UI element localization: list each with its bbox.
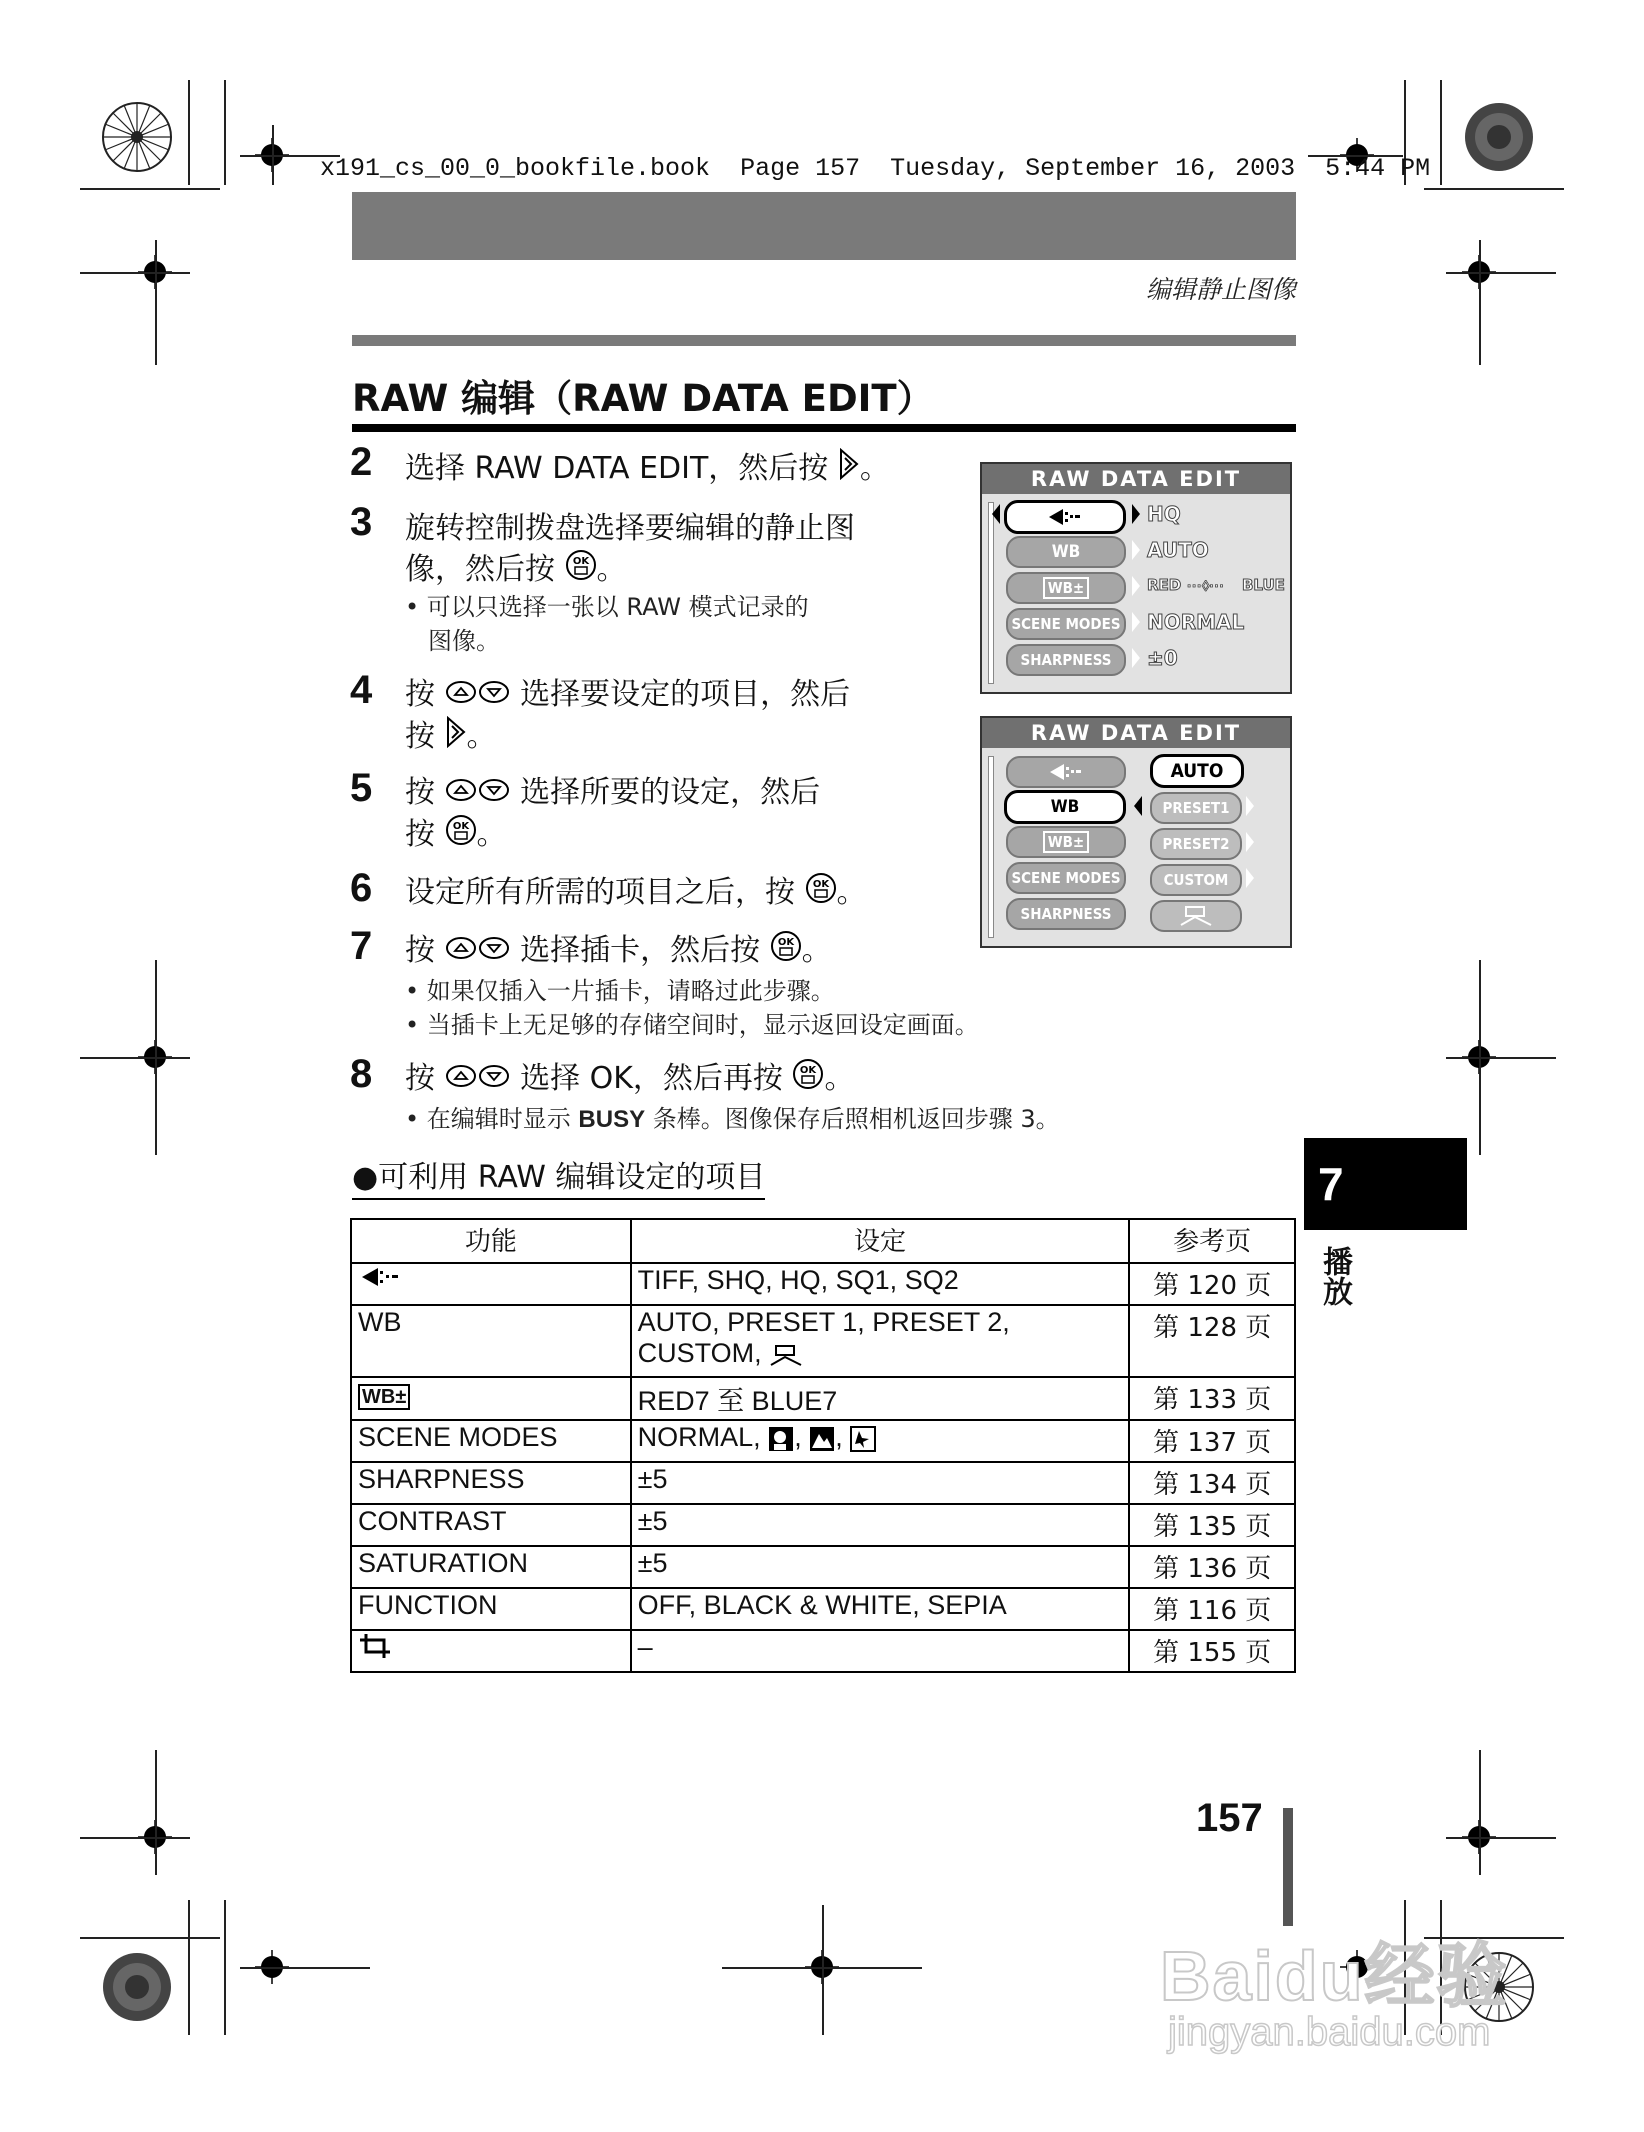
step-3-line2: 像，然后按 (405, 552, 555, 587)
setting-line: NORMAL, (637, 1422, 761, 1452)
right-arrow-icon (1132, 648, 1140, 668)
night-scene-icon (850, 1426, 876, 1452)
grey-rule (352, 335, 1296, 346)
step-2-end: 。 (859, 451, 890, 486)
step-number: 3 (350, 500, 373, 544)
busy-word: BUSY (578, 1106, 646, 1133)
setting-line: AUTO, PRESET 1, PRESET 2, (637, 1307, 1010, 1337)
sharpness-value: ±0 (1147, 646, 1178, 670)
crop-line (272, 125, 274, 185)
crop-line (1446, 1057, 1556, 1059)
table-row (351, 1462, 1295, 1504)
step-number: 5 (350, 766, 373, 810)
step-number: 8 (350, 1052, 373, 1096)
page-ref-cell: 第 137 页 (1129, 1420, 1295, 1462)
crop-line (224, 1900, 226, 2035)
right-arrow-icon (1246, 832, 1254, 852)
table-row (351, 1377, 1295, 1420)
step-4-line1: 选择要设定的项目，然后 (520, 677, 851, 712)
step-8-bullet (405, 1102, 1060, 1137)
quality-icon (358, 1265, 402, 1289)
page-ref-cell: 第 133 页 (1129, 1377, 1295, 1420)
crop-line (240, 1967, 370, 1969)
lcd-title: RAW DATA EDIT (982, 718, 1290, 748)
step-5-line2: 按 (405, 817, 435, 852)
quality-value: HQ (1147, 502, 1181, 526)
page-ref-cell: 第 116 页 (1129, 1588, 1295, 1630)
quality-icon (1046, 761, 1086, 783)
setting-cell: ±5 (631, 1462, 1130, 1504)
column-header: 设定 (631, 1219, 1130, 1263)
wb-comp-blue-label: BLUE (1242, 576, 1285, 594)
function-cell: WB (351, 1305, 631, 1377)
quality-icon (1045, 506, 1085, 528)
one-touch-wb-icon (769, 1343, 803, 1367)
step-6-end: 。 (836, 875, 867, 910)
right-arrow-icon (1246, 796, 1254, 816)
crop-line (1446, 272, 1556, 274)
setting-cell: RED7 至 BLUE7 (631, 1377, 1130, 1420)
function-cell (351, 1630, 631, 1672)
arrow-right-button-icon (445, 716, 467, 759)
setting-cell: – (631, 1630, 1130, 1672)
ok-button-icon (805, 872, 837, 915)
wb-comp-icon: WB± (358, 1384, 410, 1410)
crop-line (155, 1750, 157, 1875)
wb-comp-red-label: RED (1147, 576, 1182, 594)
scene-value: NORMAL (1147, 610, 1245, 634)
step-8-press: 按 (405, 1061, 435, 1096)
wb-option-custom: CUSTOM (1150, 864, 1242, 896)
right-arrow-icon (1132, 504, 1140, 524)
up-down-buttons-icon (445, 931, 511, 972)
up-down-buttons-icon (445, 1059, 511, 1100)
scene-modes-item-pill: SCENE MODES (1006, 862, 1126, 894)
step-3-line1: 旋转控制拨盘选择要编辑的静止图 (405, 511, 855, 546)
function-cell (351, 1263, 631, 1305)
step-6-text: 设定所有所需的项目之后，按 (405, 875, 795, 910)
sub-heading: ●可利用 RAW 编辑设定的项目 (352, 1152, 765, 1200)
step-4-line2: 按 (405, 719, 435, 754)
crop-line (188, 80, 190, 185)
black-rule (352, 424, 1296, 432)
step-5-press: 按 (405, 775, 435, 810)
step-text (405, 674, 850, 759)
up-down-buttons-icon (445, 773, 511, 814)
settings-table (350, 1218, 1296, 1673)
wb-value: AUTO (1147, 538, 1209, 562)
step-5-end: 。 (476, 817, 507, 852)
crop-line (80, 1837, 190, 1839)
wb-option-one-touch (1150, 900, 1242, 932)
svg-text:OK: OK (812, 879, 829, 890)
step-7-press: 按 (405, 933, 435, 968)
crop-line (1440, 80, 1442, 185)
left-arrow-icon (992, 504, 1000, 524)
step-7-line1: 选择插卡，然后按 (520, 933, 761, 968)
portrait-mode-icon (768, 1426, 794, 1452)
step-8-line1: 选择 OK，然后再按 (520, 1061, 783, 1096)
wb-option-preset1: PRESET1 (1150, 792, 1242, 824)
page-number: 157 (1196, 1796, 1263, 1840)
wb-item-pill: WB (1004, 790, 1126, 824)
column-header: 参考页 (1129, 1219, 1295, 1263)
step-7-bullet: • 如果仅插入一片插卡，请略过此步骤。 (405, 977, 835, 1005)
quality-item-pill (1006, 756, 1126, 788)
setting-cell: ±5 (631, 1504, 1130, 1546)
right-arrow-icon (1246, 868, 1254, 888)
wb-option-auto: AUTO (1150, 754, 1244, 788)
wb-comp-item-pill (1006, 826, 1126, 858)
step-8-end: 。 (824, 1061, 855, 1096)
scrollbar (988, 502, 994, 684)
file-info-line: x191_cs_00_0_bookfile.book Page 157 Tuesday, September 16, 2003 5:44 PM (320, 154, 1431, 183)
step-text (405, 930, 832, 973)
crop-line (155, 240, 157, 365)
step-8-bullet-pre: • 在编辑时显示 (405, 1105, 579, 1133)
function-cell: SATURATION (351, 1546, 631, 1588)
step-number: 7 (350, 924, 373, 968)
sharpness-item-pill: SHARPNESS (1006, 898, 1126, 930)
step-number: 6 (350, 866, 373, 910)
table-row (351, 1630, 1295, 1672)
wb-comp-icon: WB± (1043, 577, 1089, 599)
setting-cell: ±5 (631, 1546, 1130, 1588)
scene-modes-item-pill: SCENE MODES (1006, 608, 1126, 640)
function-cell: CONTRAST (351, 1504, 631, 1546)
step-8-bullet-post: 条棒。图像保存后照相机返回步骤 3。 (645, 1105, 1060, 1133)
lcd-screen-2 (980, 716, 1292, 948)
sharpness-item-pill: SHARPNESS (1006, 644, 1126, 676)
page-ref-cell: 第 155 页 (1129, 1630, 1295, 1672)
sunburst-mark-icon (100, 100, 174, 174)
chapter-tab: 7 (1304, 1138, 1467, 1230)
table-header-row (351, 1219, 1295, 1263)
setting-cell: TIFF, SHQ, HQ, SQ1, SQ2 (631, 1263, 1130, 1305)
function-cell: FUNCTION (351, 1588, 631, 1630)
wb-comp-icon: WB± (1043, 831, 1089, 853)
chapter-label: 播放 (1317, 1246, 1352, 1306)
step-3-bullet: • 可以只选择一张以 RAW 模式记录的 (405, 593, 809, 621)
table-row (351, 1420, 1295, 1462)
up-down-buttons-icon (445, 675, 511, 716)
target-mark-icon (100, 1950, 174, 2024)
step-text (405, 772, 820, 857)
svg-text:OK: OK (800, 1065, 817, 1076)
right-arrow-icon (1132, 576, 1140, 596)
crop-line (224, 80, 226, 185)
crop-line (822, 1905, 824, 2035)
ok-button-icon (565, 549, 597, 592)
left-arrow-icon (1134, 796, 1142, 816)
header-banner (352, 192, 1296, 260)
step-3-bullet-cont: 图像。 (428, 627, 500, 655)
page-ref-cell: 第 120 页 (1129, 1263, 1295, 1305)
table-row (351, 1588, 1295, 1630)
watermark-logo: Baidu经验 (1160, 1937, 1509, 2015)
step-number: 2 (350, 440, 373, 484)
table-row (351, 1504, 1295, 1546)
step-7-end: 。 (801, 933, 832, 968)
wb-comp-scale: ···◊··· (1187, 578, 1225, 595)
svg-text:OK: OK (572, 556, 589, 567)
step-text (405, 872, 867, 915)
setting-cell: NORMAL, , , (631, 1420, 1130, 1462)
table-row (351, 1305, 1295, 1377)
landscape-mode-icon (809, 1426, 835, 1452)
svg-text:OK: OK (452, 821, 469, 832)
ok-button-icon (445, 814, 477, 857)
right-arrow-icon (1132, 612, 1140, 632)
crop-line (80, 272, 190, 274)
setting-cell: OFF, BLACK & WHITE, SEPIA (631, 1588, 1130, 1630)
step-text (405, 1058, 854, 1101)
function-cell: SHARPNESS (351, 1462, 631, 1504)
crop-line (188, 1900, 190, 2035)
crop-line (1479, 1750, 1481, 1875)
arrow-right-button-icon (838, 448, 860, 491)
step-5-line1: 选择所要的设定，然后 (520, 775, 821, 810)
page-ref-cell: 第 136 页 (1129, 1546, 1295, 1588)
crop-line (1479, 240, 1481, 365)
wb-option-preset2: PRESET2 (1150, 828, 1242, 860)
ok-button-icon (770, 930, 802, 973)
column-header: 功能 (351, 1219, 631, 1263)
quality-item-pill (1004, 500, 1126, 534)
crop-line (80, 1937, 220, 1939)
crop-line (80, 188, 220, 190)
ok-button-icon (792, 1058, 824, 1101)
function-cell (351, 1377, 631, 1420)
lcd-title: RAW DATA EDIT (982, 464, 1290, 494)
setting-cell (631, 1305, 1130, 1377)
step-3-end: 。 (596, 552, 627, 587)
setting-line: CUSTOM, (637, 1338, 762, 1368)
step-7-bullet: • 当插卡上无足够的存储空间时，显示返回设定画面。 (405, 1011, 979, 1039)
lcd-screen-1 (980, 462, 1292, 694)
step-2-text: 选择 RAW DATA EDIT，然后按 (405, 451, 829, 486)
wb-item-pill: WB (1006, 536, 1126, 568)
watermark-url: jingyan.baidu.com (1168, 2010, 1491, 2054)
page-number-bar (1283, 1808, 1293, 1926)
svg-text:OK: OK (777, 937, 794, 948)
one-touch-wb-icon (1179, 905, 1213, 927)
step-text (405, 448, 890, 491)
table-row (351, 1546, 1295, 1588)
wb-comp-item-pill (1006, 572, 1126, 604)
page-ref-cell: 第 128 页 (1129, 1305, 1295, 1377)
table-row (351, 1263, 1295, 1305)
step-4-end: 。 (466, 719, 497, 754)
crop-icon (358, 1632, 392, 1660)
section-label: 编辑静止图像 (1145, 275, 1296, 304)
page-ref-cell: 第 134 页 (1129, 1462, 1295, 1504)
right-arrow-icon (1132, 540, 1140, 560)
target-mark-icon (1462, 100, 1536, 174)
function-cell: SCENE MODES (351, 1420, 631, 1462)
crop-line (1446, 1837, 1556, 1839)
page-ref-cell: 第 135 页 (1129, 1504, 1295, 1546)
step-4-press: 按 (405, 677, 435, 712)
step-number: 4 (350, 668, 373, 712)
step-text (405, 508, 855, 592)
crop-line (1424, 188, 1564, 190)
page-title: RAW 编辑（RAW DATA EDIT） (352, 377, 934, 420)
crop-line (80, 1057, 190, 1059)
scrollbar (988, 756, 994, 938)
